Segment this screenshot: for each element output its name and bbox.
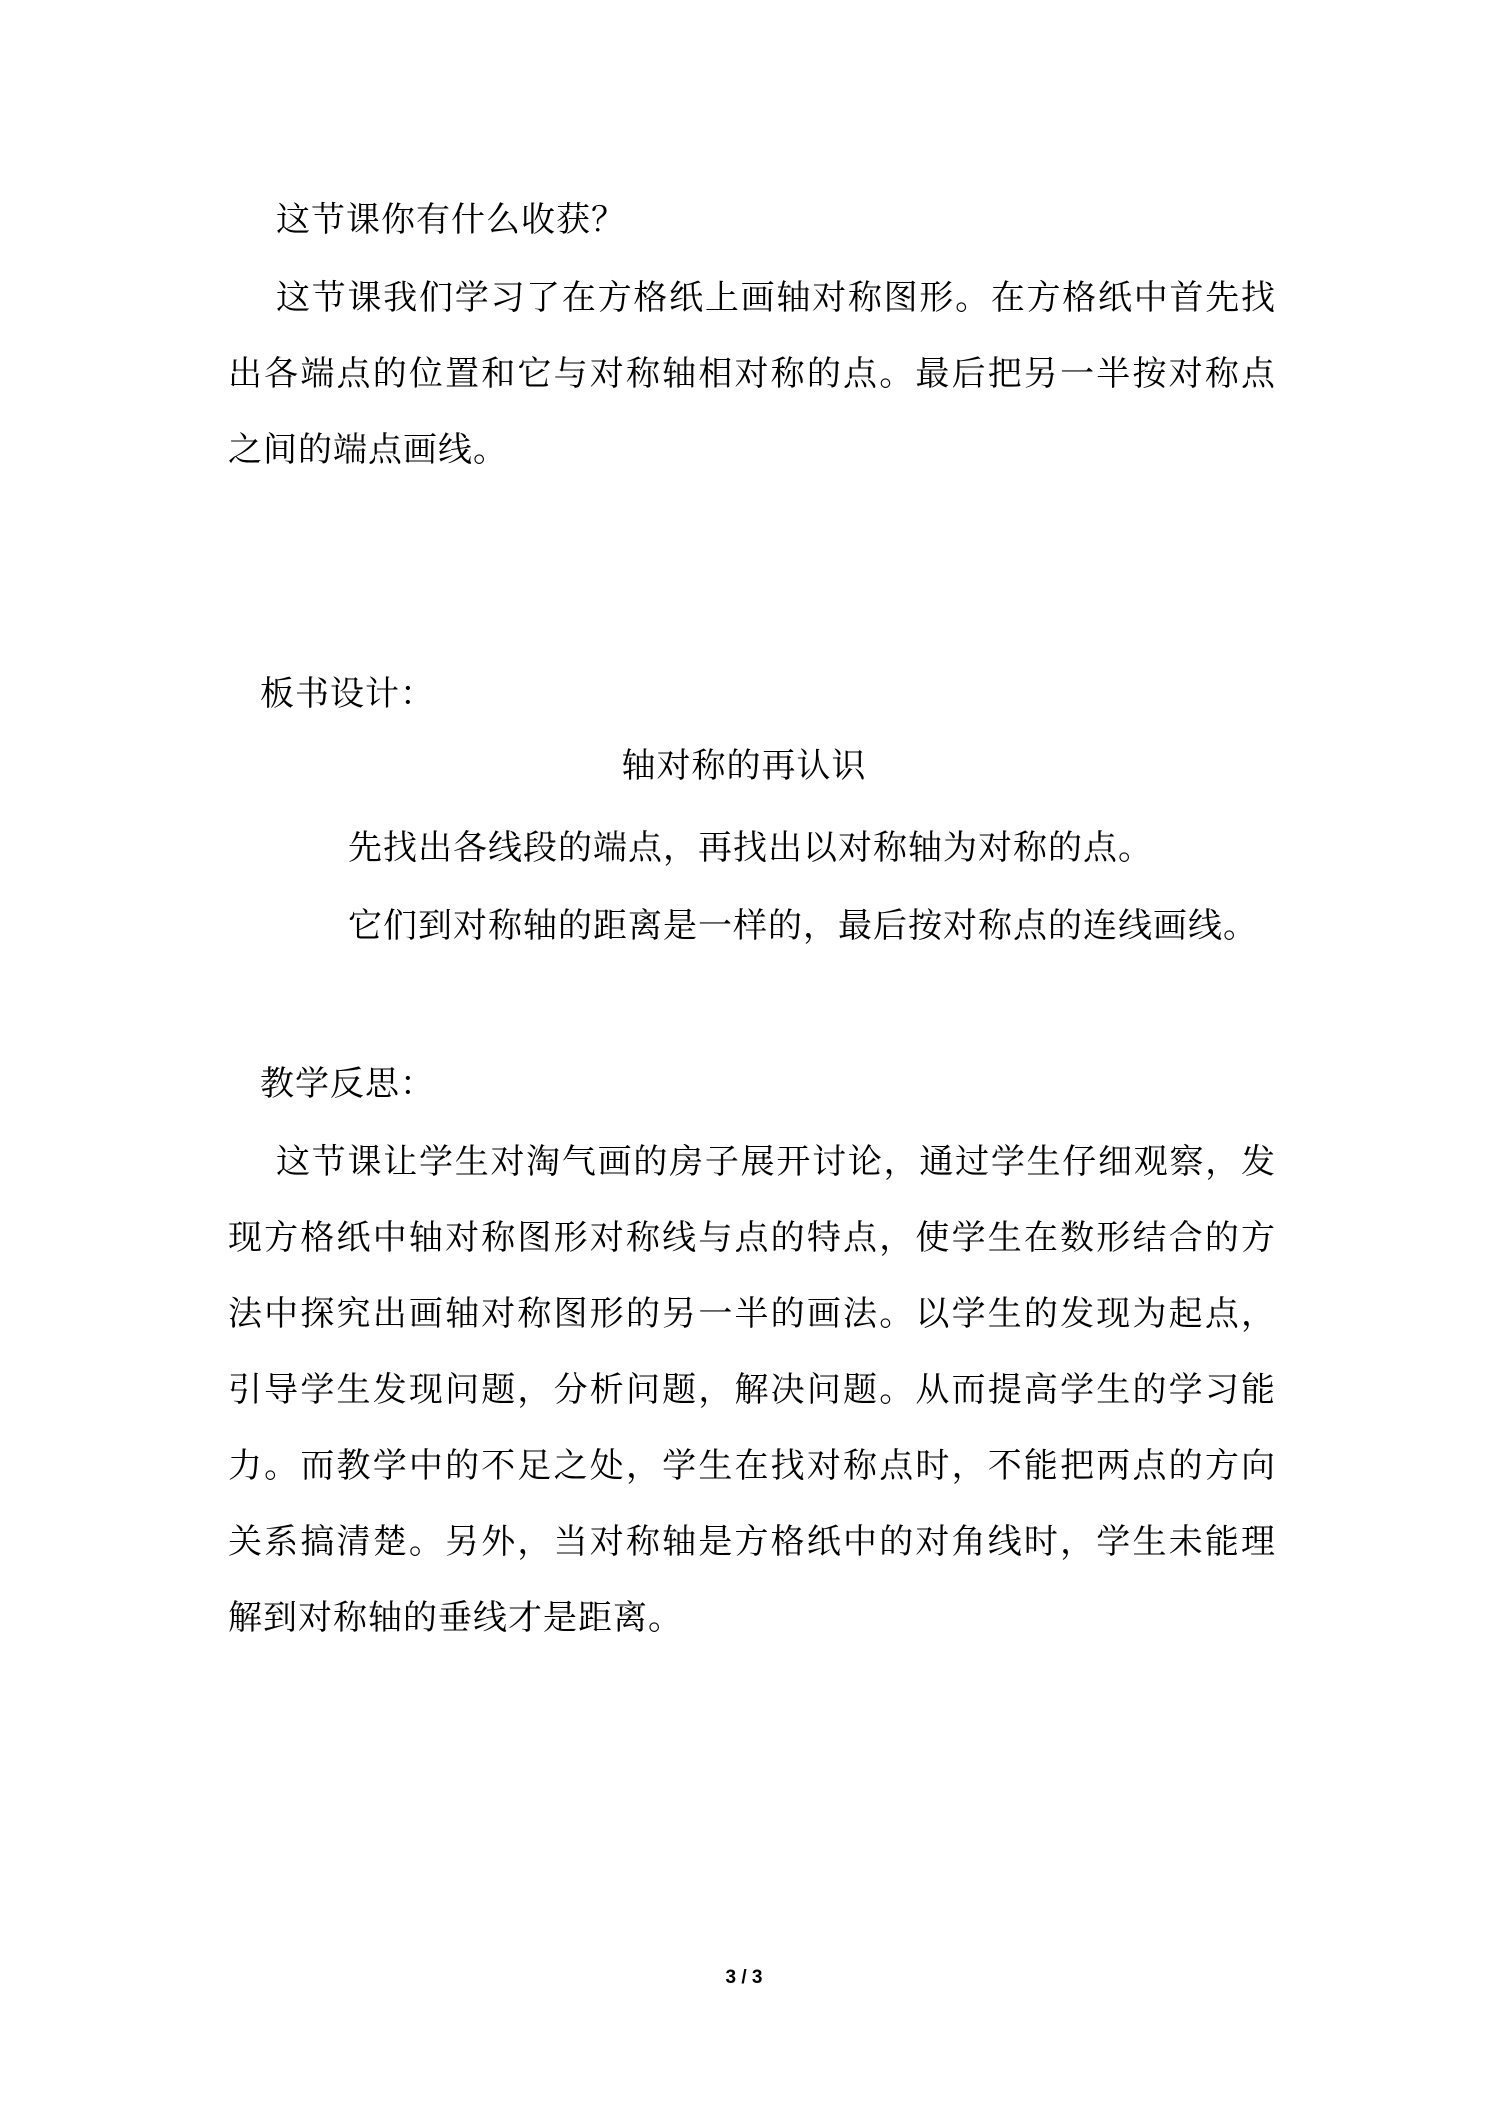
reflection-heading: 教学反思：: [260, 1064, 435, 1104]
board-title: 轴对称的再认识: [621, 746, 867, 786]
summary-answer: 这节课我们学习了在方格纸上画轴对称图形。在方格纸中首先找出各端点的位置和它与对称轴相对称的点。最后把另一半按对称点之间的端点画线。: [228, 278, 1276, 470]
summary-question: 这节课你有什么收获？: [276, 200, 626, 240]
board-line-2: 它们到对称轴的距离是一样的，最后按对称点的连线画线。: [348, 906, 1258, 946]
reflection-body: 这节课让学生对淘气画的房子展开讨论，通过学生仔细观察，发现方格纸中轴对称图形对称线与点的特点，使学生在数形结合的方法中探究出画轴对称图形的另一半的画法。以学生的发现为起点，引导学生发现问题，分析问题，解决问题。从而提高学生的学习能力。而教学中的不足之处，学生在找对称点时，不能把两点的方向关系搞清楚。另外，当对称轴是方格纸中的对角线时，学生未能理解到对称轴的垂线才是距离。: [228, 1142, 1276, 1638]
board-line-1: 先找出各线段的端点，再找出以对称轴为对称的点。: [348, 828, 1153, 868]
page-number: 3 / 3: [725, 1967, 763, 1988]
board-heading: 板书设计：: [260, 674, 435, 714]
